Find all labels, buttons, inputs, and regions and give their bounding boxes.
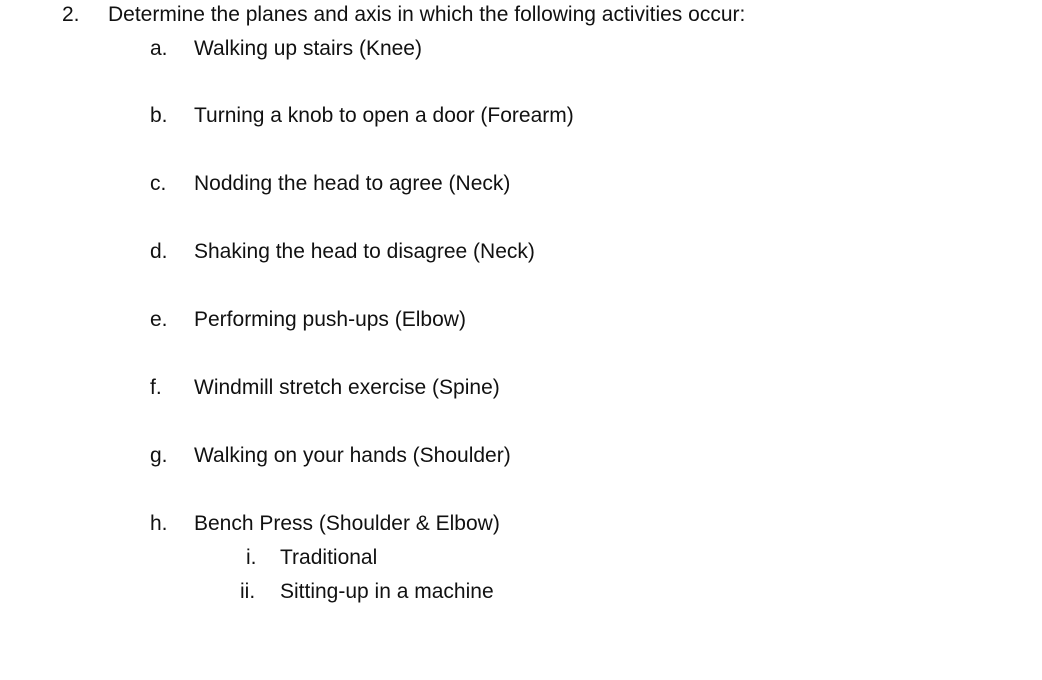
item-text: Walking on your hands (Shoulder): [194, 444, 511, 467]
item-label: c.: [150, 172, 167, 195]
item-label: a.: [150, 37, 168, 60]
item-label: b.: [150, 104, 168, 127]
item-label: e.: [150, 308, 168, 331]
item-text: Performing push-ups (Elbow): [194, 308, 466, 331]
item-label: f.: [150, 376, 162, 399]
item-label: d.: [150, 240, 168, 263]
item-text: Windmill stretch exercise (Spine): [194, 376, 500, 399]
subitem-text: Sitting-up in a machine: [280, 580, 494, 603]
subitem-label: ii.: [240, 580, 256, 603]
subitem-text: Traditional: [280, 546, 378, 569]
question-number: 2.: [62, 3, 80, 26]
item-label: h.: [150, 512, 168, 535]
item-text: Walking up stairs (Knee): [194, 37, 422, 60]
item-text: Nodding the head to agree (Neck): [194, 172, 511, 195]
item-text: Shaking the head to disagree (Neck): [194, 240, 535, 263]
item-label: g.: [150, 444, 168, 467]
item-text: Turning a knob to open a door (Forearm): [194, 104, 574, 127]
item-text: Bench Press (Shoulder & Elbow): [194, 512, 500, 535]
subitem-label: i.: [246, 546, 257, 569]
question-text: Determine the planes and axis in which the following activities occur:: [108, 3, 746, 26]
